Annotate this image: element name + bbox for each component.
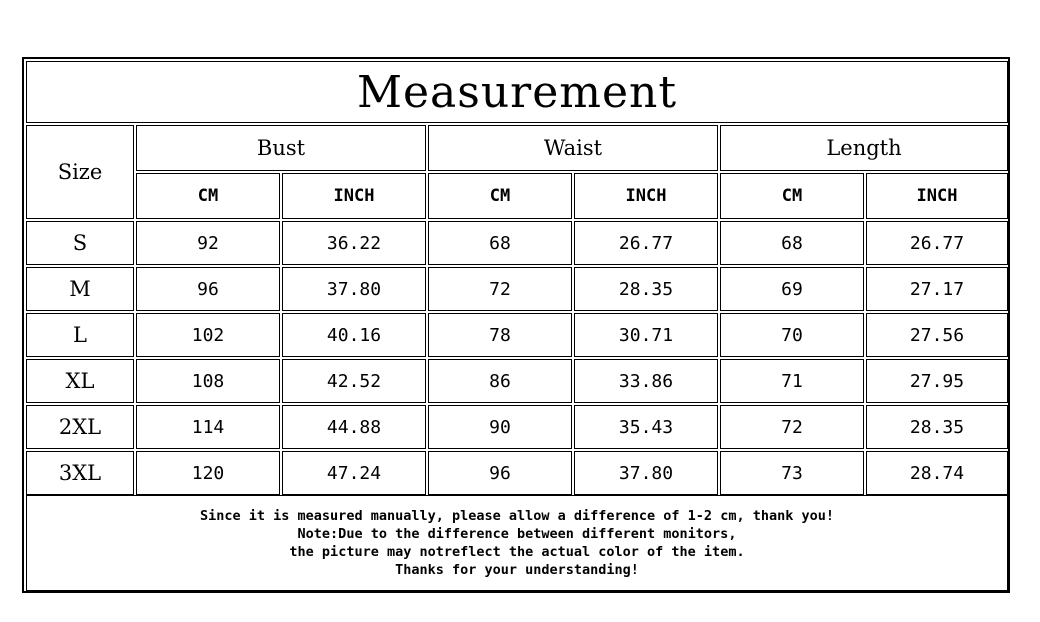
note-line: Since it is measured manually, please allow a difference of 1-2 cm, thank you! <box>200 508 834 524</box>
value-cell: 72 <box>720 405 864 449</box>
value-cell: 28.35 <box>866 405 1008 449</box>
value-cell: 71 <box>720 359 864 403</box>
value-cell: 68 <box>720 221 864 265</box>
size-cell: 3XL <box>26 451 134 495</box>
value-cell: 37.80 <box>574 451 718 495</box>
value-cell: 28.35 <box>574 267 718 311</box>
note-line: Note:Due to the difference between different monitors, <box>297 526 737 542</box>
size-cell: S <box>26 221 134 265</box>
unit-header: CM <box>720 173 864 219</box>
value-cell: 44.88 <box>282 405 426 449</box>
value-cell: 35.43 <box>574 405 718 449</box>
value-cell: 90 <box>428 405 572 449</box>
value-cell: 96 <box>136 267 280 311</box>
unit-header: INCH <box>866 173 1008 219</box>
value-cell: 42.52 <box>282 359 426 403</box>
note-line: Thanks for your understanding! <box>395 562 639 578</box>
value-cell: 40.16 <box>282 313 426 357</box>
value-cell: 92 <box>136 221 280 265</box>
value-cell: 27.17 <box>866 267 1008 311</box>
unit-header: INCH <box>282 173 426 219</box>
size-cell: 2XL <box>26 405 134 449</box>
value-cell: 36.22 <box>282 221 426 265</box>
size-cell: XL <box>26 359 134 403</box>
value-cell: 78 <box>428 313 572 357</box>
value-cell: 102 <box>136 313 280 357</box>
value-cell: 27.56 <box>866 313 1008 357</box>
value-cell: 26.77 <box>866 221 1008 265</box>
size-cell: L <box>26 313 134 357</box>
length-header: Length <box>720 125 1008 171</box>
value-cell: 27.95 <box>866 359 1008 403</box>
value-cell: 73 <box>720 451 864 495</box>
unit-header: INCH <box>574 173 718 219</box>
value-cell: 108 <box>136 359 280 403</box>
value-cell: 26.77 <box>574 221 718 265</box>
value-cell: 114 <box>136 405 280 449</box>
value-cell: 30.71 <box>574 313 718 357</box>
value-cell: 47.24 <box>282 451 426 495</box>
size-cell: M <box>26 267 134 311</box>
value-cell: 28.74 <box>866 451 1008 495</box>
value-cell: 86 <box>428 359 572 403</box>
note-line: the picture may notreflect the actual color of the item. <box>289 544 745 560</box>
value-cell: 69 <box>720 267 864 311</box>
value-cell: 37.80 <box>282 267 426 311</box>
notes-section <box>26 495 1008 591</box>
value-cell: 70 <box>720 313 864 357</box>
unit-header: CM <box>136 173 280 219</box>
unit-header: CM <box>428 173 572 219</box>
size-header: Size <box>26 125 134 219</box>
measurement-table <box>22 57 1010 593</box>
value-cell: 68 <box>428 221 572 265</box>
value-cell: 33.86 <box>574 359 718 403</box>
value-cell: 72 <box>428 267 572 311</box>
waist-header: Waist <box>428 125 718 171</box>
bust-header: Bust <box>136 125 426 171</box>
value-cell: 120 <box>136 451 280 495</box>
table-title: Measurement <box>26 61 1008 123</box>
value-cell: 96 <box>428 451 572 495</box>
